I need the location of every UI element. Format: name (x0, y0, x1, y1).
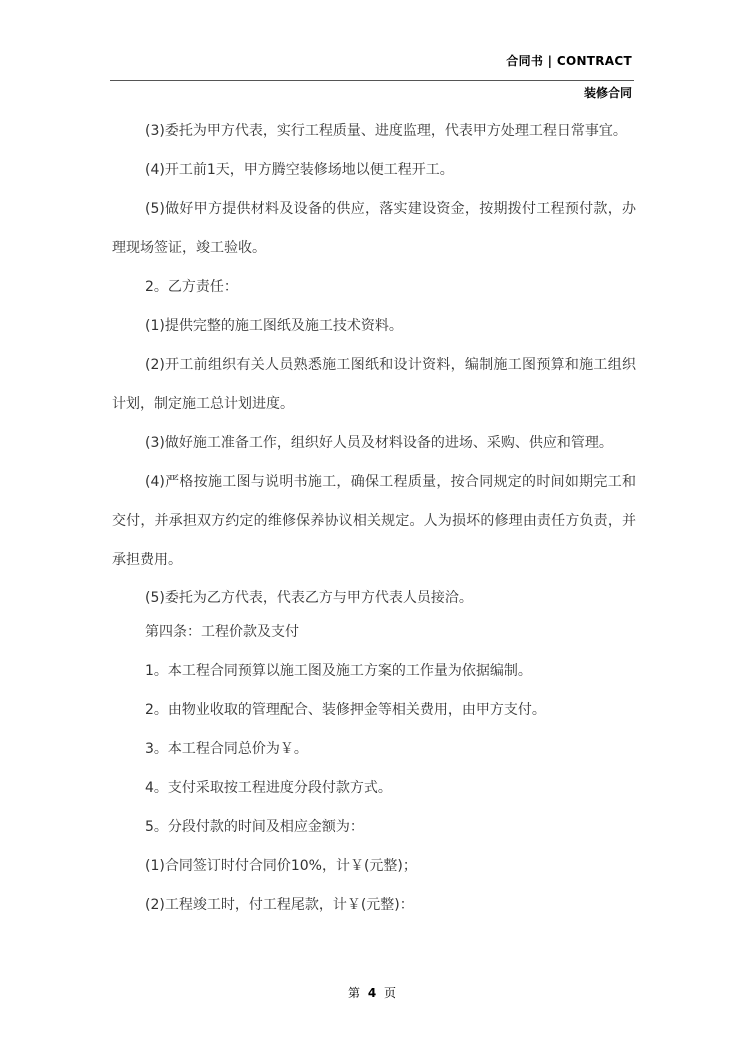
footer-suffix: 页 (384, 986, 397, 1000)
paragraph: (4)严格按施工图与说明书施工，确保工程质量，按合同规定的时间如期完工和交付，并承担双方约定的维修保养协议相关规定。人为损坏的修理由责任方负责，并承担费用。 (112, 474, 636, 568)
paragraph: (2)开工前组织有关人员熟悉施工图纸和设计资料，编制施工图预算和施工组织计划，制定施工总计划进度。 (112, 357, 636, 412)
paragraph: (5)委托为乙方代表，代表乙方与甲方代表人员接洽。 (145, 590, 473, 606)
header-divider (110, 80, 634, 81)
paragraph: 3。本工程合同总价为￥。 (145, 741, 308, 757)
header-title: 合同书 | CONTRACT (506, 54, 632, 68)
article-heading: 第四条：工程价款及支付 (145, 624, 299, 640)
paragraph: 2。由物业收取的管理配合、装修押金等相关费用，由甲方支付。 (145, 702, 546, 718)
paragraph: (3)做好施工准备工作，组织好人员及材料设备的进场、采购、供应和管理。 (145, 435, 613, 451)
paragraph: (1)合同签订时付合同价10%，计￥(元整)； (145, 858, 417, 874)
header-subtitle: 装修合同 (583, 86, 632, 100)
paragraph: 5。分段付款的时间及相应金额为： (145, 819, 364, 835)
paragraph: (4)开工前1天，甲方腾空装修场地以便工程开工。 (145, 162, 454, 178)
page-number: 4 (367, 986, 377, 1000)
paragraph: (5)做好甲方提供材料及设备的供应，落实建设资金，按期拨付工程预付款，办理现场签证，竣工验收。 (112, 201, 636, 256)
document-body (112, 112, 636, 925)
paragraph: (3)委托为甲方代表，实行工程质量、进度监理，代表甲方处理工程日常事宜。 (145, 123, 627, 139)
paragraph: (2)工程竣工时，付工程尾款，计￥(元整)： (145, 897, 414, 913)
page-footer (0, 984, 744, 1001)
paragraph: 1。本工程合同预算以施工图及施工方案的工作量为依据编制。 (145, 663, 532, 679)
footer-prefix: 第 (347, 986, 360, 1000)
section-heading: 2。乙方责任： (145, 279, 238, 295)
paragraph: 4。支付采取按工程进度分段付款方式。 (145, 780, 392, 796)
paragraph: (1)提供完整的施工图纸及施工技术资料。 (145, 318, 403, 334)
